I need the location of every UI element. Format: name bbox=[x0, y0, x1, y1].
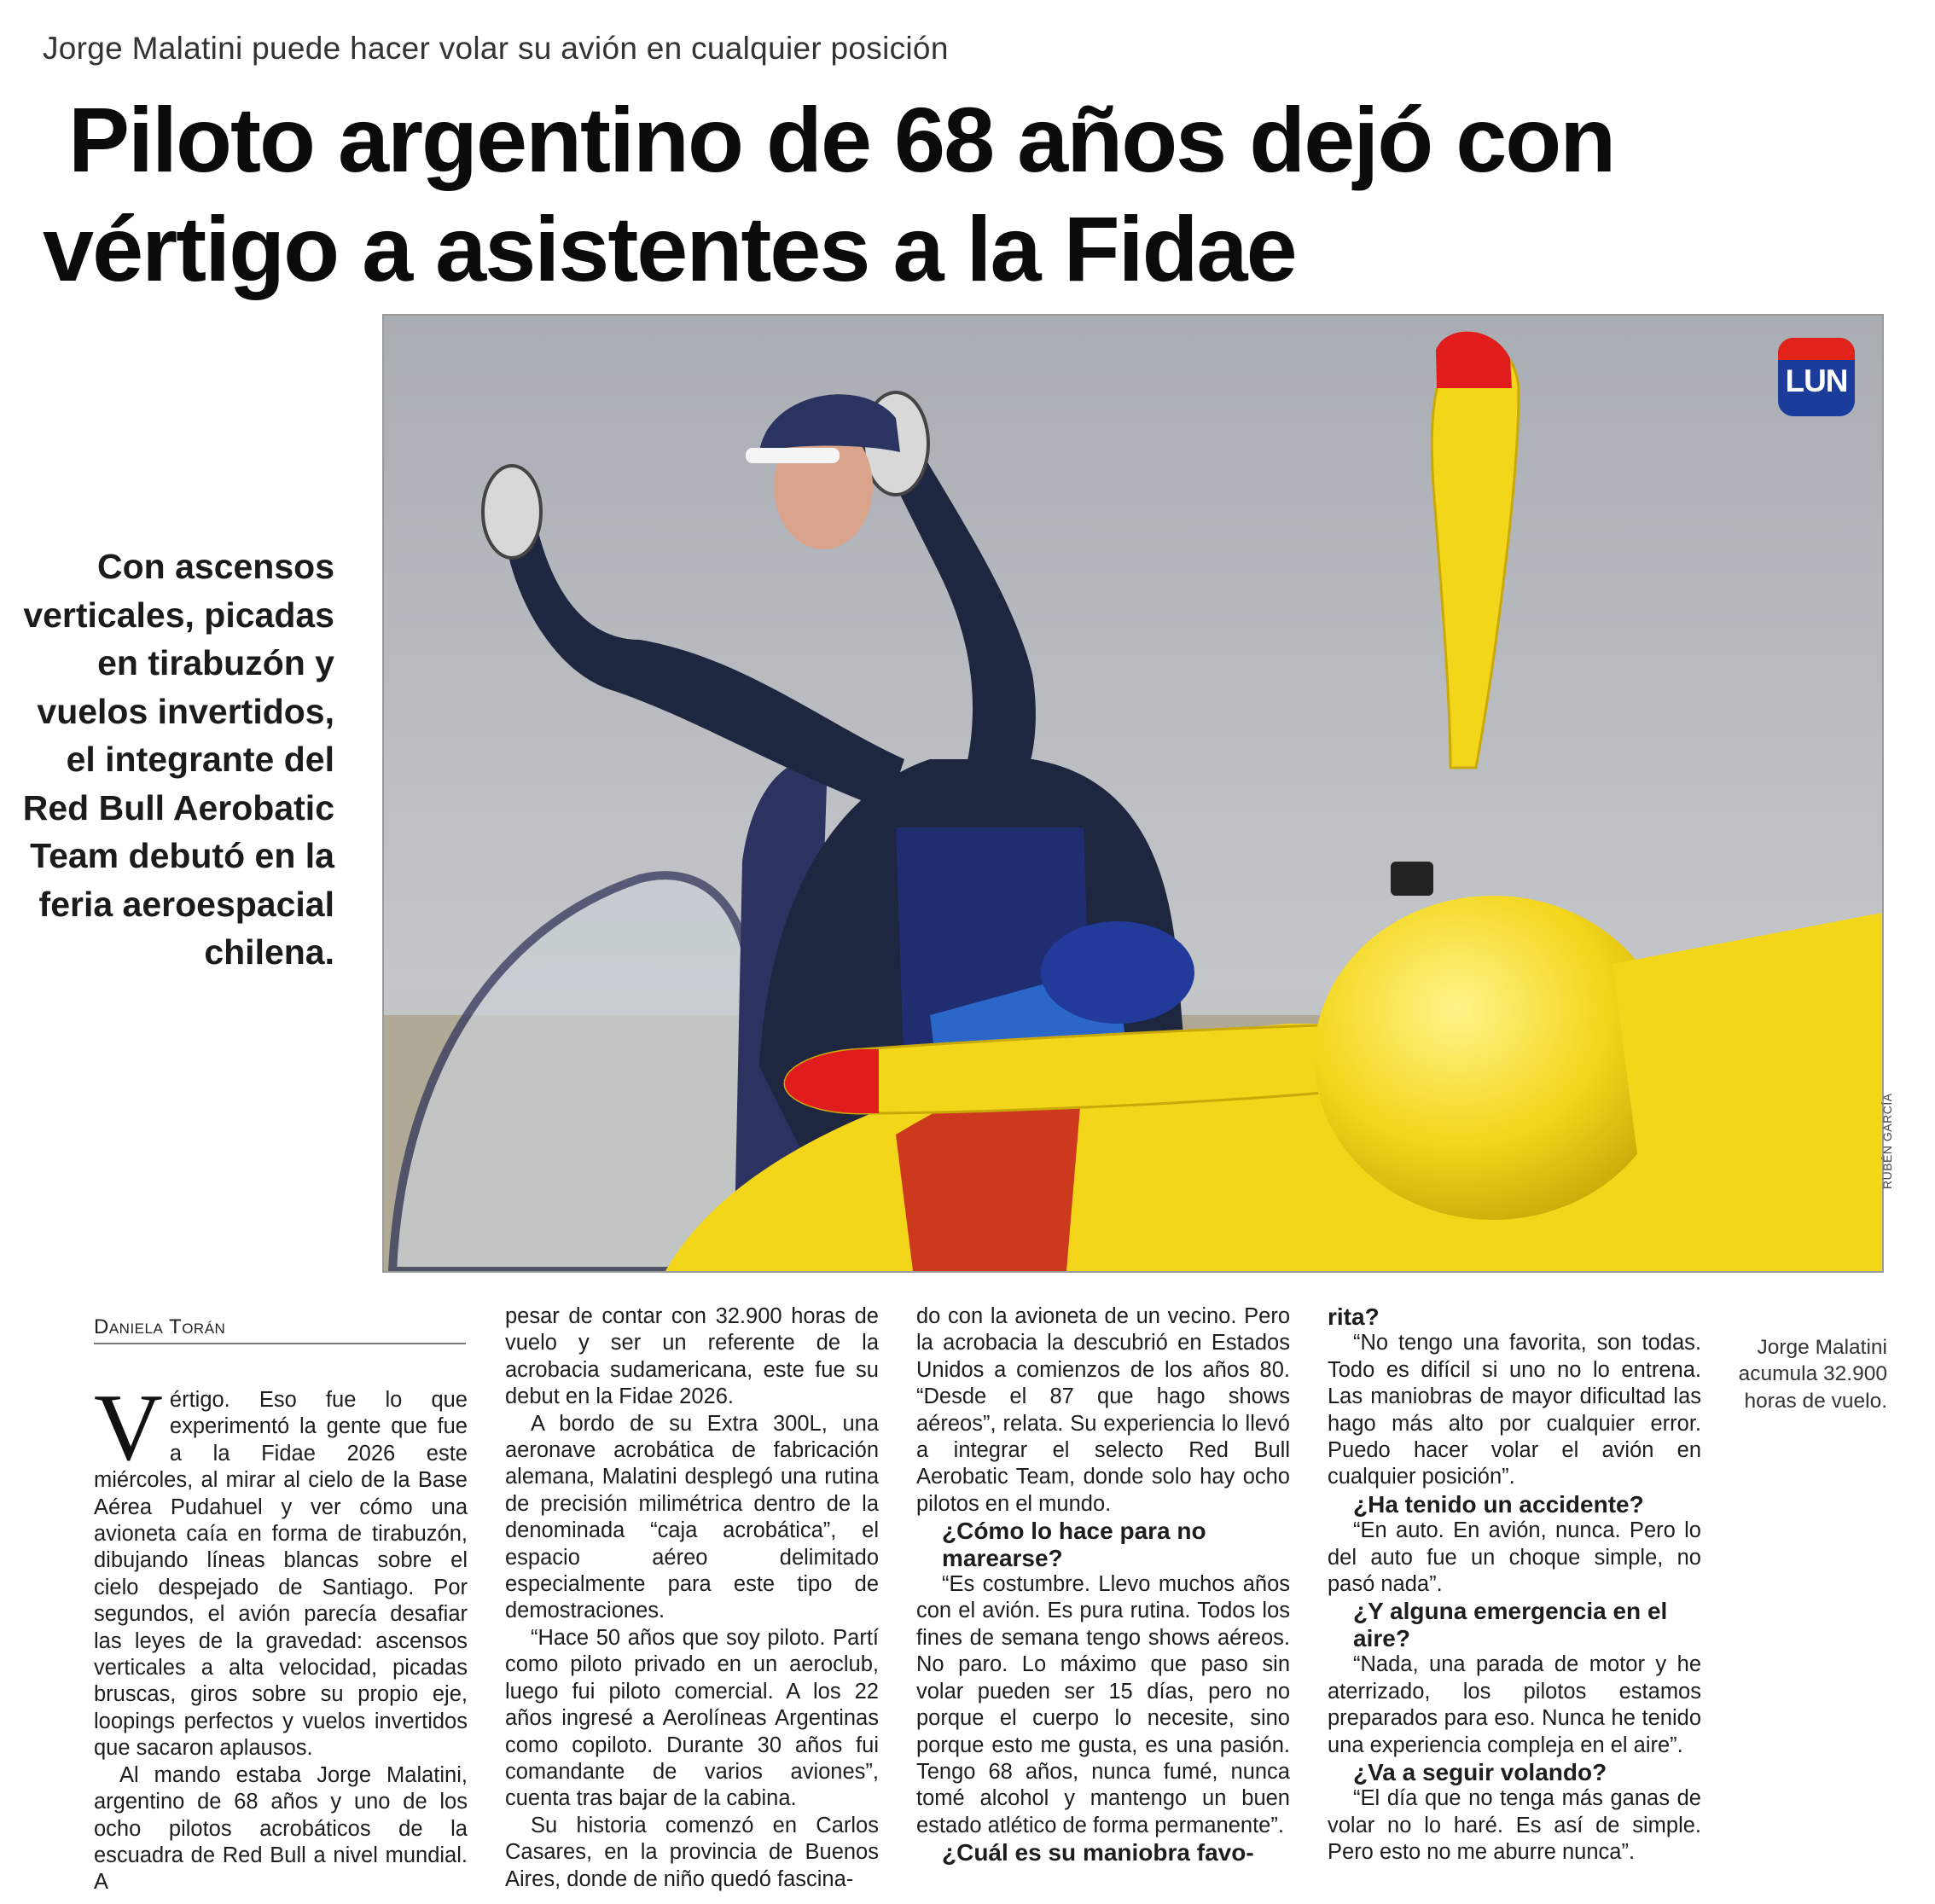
col2-paragraph-3: “Hace 50 años que soy piloto. Partí como piloto privado en un aeroclub, luego fui piloto comercial. A los 22 años ingresé a Aerolíneas Argentinas como copiloto. Durante 30 años fui comandante de varios aviones”, cuenta tras bajar de la cabina. bbox=[505, 1625, 879, 1811]
lun-logo bbox=[1778, 338, 1855, 416]
drop-cap: V bbox=[94, 1375, 163, 1481]
article-column-4 bbox=[1328, 1303, 1701, 1866]
question-4: ¿Y alguna emergencia en el aire? bbox=[1353, 1598, 1668, 1651]
question-1: ¿Cómo lo hace para no marearse? bbox=[942, 1518, 1206, 1571]
answer-5: “El día que no tenga más ganas de volar no lo haré. Es así de simple. Pero esto no me aburre nunca”. bbox=[1328, 1786, 1701, 1865]
photo-caption: Jorge Malatini acumula 32.900 horas de vuelo. bbox=[1738, 1336, 1887, 1413]
article-byline: Daniela Torán bbox=[94, 1315, 466, 1344]
article-deck: Con ascensos verticales, picadas en tirabuzón y vuelos invertidos, el integrante del Red Bull Aerobatic Team debutó en la feria aeroespacial chilena. bbox=[22, 547, 334, 972]
question-3: ¿Ha tenido un accidente? bbox=[1353, 1490, 1644, 1518]
answer-1: “Es costumbre. Llevo muchos años con el avión. Es pura rutina. Todos los fines de semana tengo shows aéreos. No paro. Lo máximo que paso sin volar pueden ser 15 días, pero no porque el cuerpo lo necesite, sino porque esto me gusta, es una pasión. Tengo 68 años, nunca fumé, nunca tomé alcohol y mantengo un buen estado atlético de forma permanente”. bbox=[916, 1572, 1290, 1837]
answer-2: “No tengo una favorita, son todas. Todo es difícil si uno no lo entrena. Las maniobras de mayor dificultad las hago más alto por cualquier error. Puedo hacer volar el avión en cualquier posición”. bbox=[1328, 1331, 1701, 1489]
lun-logo-text: LUN bbox=[1785, 363, 1848, 398]
question-2-continued: rita? bbox=[1328, 1303, 1380, 1330]
headline-line-1: Piloto argentino de 68 años dejó con bbox=[68, 88, 1615, 191]
article-headline bbox=[43, 85, 1706, 304]
article-photo bbox=[382, 314, 1884, 1273]
question-2: ¿Cuál es su maniobra favo- bbox=[942, 1839, 1254, 1866]
answer-4: “Nada, una parada de motor y he aterrizado, los pilotos estamos preparados para eso. Nunca he tenido una experiencia compleja en el aire”. bbox=[1328, 1652, 1701, 1757]
col1-paragraph-1: értigo. Eso fue lo que experimentó la gente que fue a la Fidae 2026 este miércoles, al mirar al cielo de la Base Aérea Pudahuel y ver cómo una avioneta caía en forma de tirabuzón, dibujando líneas blancas sobre el cielo despejado de Santiago. Por segundos, el avión parecía desafiar las leyes de la gravedad: ascensos verticales a alta velocidad, picadas bruscas, giros sobre su propio eje, loopings perfectos y vuelos invertidos que sacaron aplausos. bbox=[94, 1388, 468, 1761]
article-column-3 bbox=[916, 1303, 1290, 1866]
photo-credit: RUBÉN GARCÍA bbox=[1880, 1093, 1894, 1189]
article-column-2 bbox=[505, 1303, 879, 1893]
article-column-1 bbox=[94, 1375, 468, 1896]
headline-line-2: vértigo a asistentes a la Fidae bbox=[43, 197, 1296, 300]
answer-3: “En auto. En avión, nunca. Pero lo del auto fue un choque simple, no pasó nada”. bbox=[1328, 1518, 1701, 1597]
col1-paragraph-2: Al mando estaba Jorge Malatini, argentino de 68 años y uno de los ocho pilotos acrobáticos de la escuadra de Red Bull a nivel mundial. A bbox=[94, 1762, 468, 1895]
col2-paragraph-1: pesar de contar con 32.900 horas de vuelo y ser un referente de la acrobacia sudamericana, este fue su debut en la Fidae 2026. bbox=[505, 1304, 879, 1409]
article-kicker: Jorge Malatini puede hacer volar su avión en cualquier posición bbox=[43, 31, 949, 66]
question-5: ¿Va a seguir volando? bbox=[1353, 1758, 1607, 1785]
col2-paragraph-4: Su historia comenzó en Carlos Casares, en la provincia de Buenos Aires, donde de niño quedó fascina- bbox=[505, 1813, 879, 1891]
col3-paragraph-1: do con la avioneta de un vecino. Pero la acrobacia la descubrió en Estados Unidos a comienzos de los años 80. “Desde el 87 que hago shows aéreos”, relata. Su experiencia lo llevó a integrar el selecto Red Bull Aerobatic Team, donde solo hay ocho pilotos en el mundo. bbox=[916, 1304, 1290, 1516]
col2-paragraph-2: A bordo de su Extra 300L, una aeronave acrobática de fabricación alemana, Malatini desplegó una rutina de precisión milimétrica dentro de la denominada “caja acrobática”, el espacio aéreo delimitado especialmente para este tipo de demostraciones. bbox=[505, 1411, 879, 1623]
